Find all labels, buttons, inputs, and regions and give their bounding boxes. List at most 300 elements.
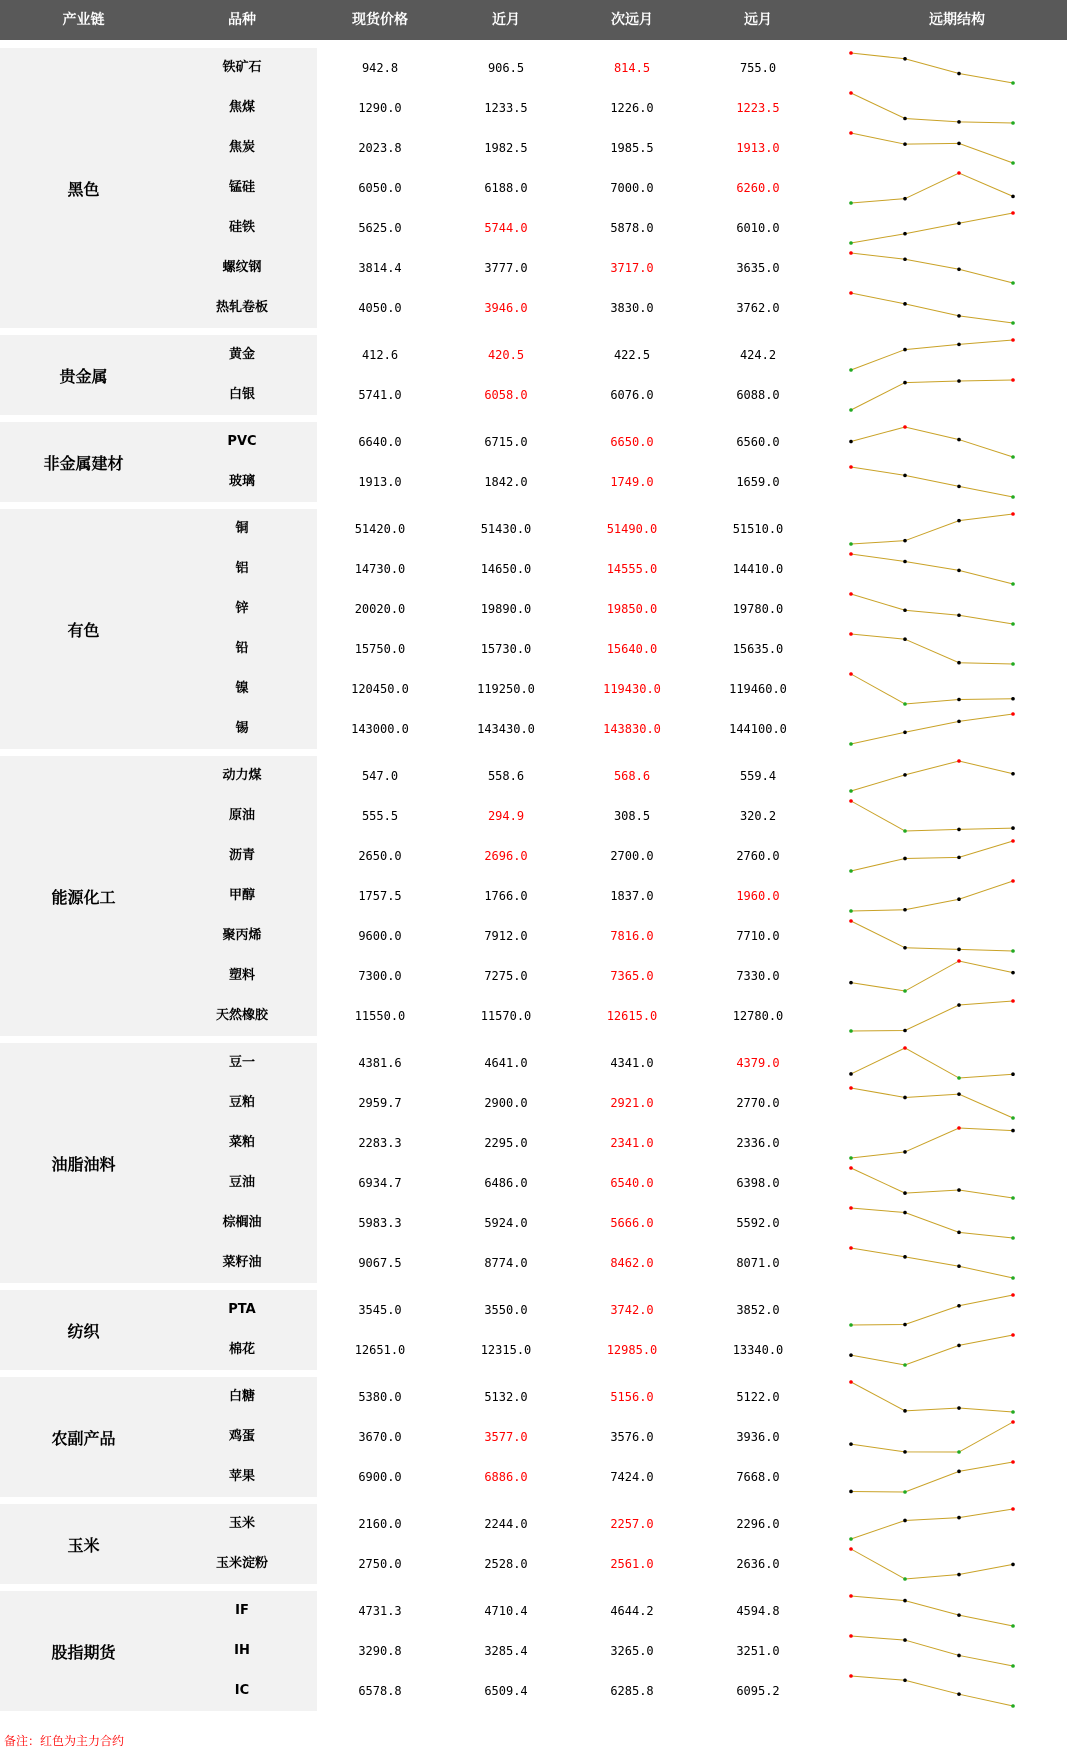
table-row [0, 1591, 1067, 1631]
sparkline-point [903, 1577, 907, 1581]
forward-structure-sparkline [847, 996, 1067, 1036]
next-far-month-price: 1749.0 [610, 475, 654, 489]
table-row [0, 288, 1067, 328]
sparkline-path [851, 841, 1013, 871]
variety-name: 动力煤 [222, 768, 262, 783]
sparkline-path [851, 340, 1013, 370]
spot-price: 5741.0 [358, 388, 402, 402]
near-month-price: 3777.0 [484, 261, 528, 275]
forward-structure-sparkline [847, 1377, 1067, 1417]
sparkline-point [1011, 662, 1015, 666]
sparkline-path [851, 961, 1013, 991]
near-month-price: 11570.0 [480, 1009, 532, 1023]
forward-structure-sparkline [847, 88, 1067, 128]
near-month-price: 906.5 [487, 61, 525, 75]
spot-price: 14730.0 [354, 562, 406, 576]
sparkline-point [957, 1470, 961, 1474]
spot-price: 4731.3 [358, 1604, 402, 1618]
sparkline-path [851, 554, 1013, 584]
group-label: 纺织 [0, 1290, 167, 1370]
sparkline-point [903, 637, 907, 641]
sparkline-point [957, 661, 961, 665]
sparkline-point [1011, 1704, 1015, 1708]
sparkline-point [903, 1638, 907, 1642]
next-far-month-price: 2921.0 [610, 1096, 654, 1110]
forward-structure-sparkline [847, 335, 1067, 375]
variety-name: 菜粕 [228, 1135, 255, 1150]
sparkline-point [957, 72, 961, 76]
forward-structure-sparkline [847, 1203, 1067, 1243]
table-row [0, 1290, 1067, 1330]
sparkline-path [851, 921, 1013, 951]
sparkline-point [957, 221, 961, 225]
next-far-month-price: 7816.0 [610, 929, 654, 943]
sparkline-point [1011, 495, 1015, 499]
variety-name: PVC [227, 434, 257, 449]
far-month-price: 1960.0 [736, 889, 780, 903]
sparkline-point [849, 1380, 853, 1384]
near-month-price: 6715.0 [484, 435, 528, 449]
spot-price: 3814.4 [358, 261, 402, 275]
sparkline-point [849, 869, 853, 873]
far-month-price: 1913.0 [736, 141, 780, 155]
near-month-price: 1842.0 [484, 475, 528, 489]
sparkline-point [849, 919, 853, 923]
far-month-price: 7330.0 [736, 969, 780, 983]
sparkline-point [903, 539, 907, 543]
variety-name: 苹果 [228, 1469, 255, 1484]
table-row [0, 1417, 1067, 1457]
variety-name: 甲醇 [228, 888, 255, 903]
sparkline-point [849, 909, 853, 913]
far-month-price: 3635.0 [736, 261, 780, 275]
sparkline-point [957, 519, 961, 523]
spot-price: 5380.0 [358, 1390, 402, 1404]
spot-price: 2283.3 [358, 1136, 402, 1150]
sparkline-point [1011, 712, 1015, 716]
sparkline-point [1011, 826, 1015, 830]
sparkline-point [849, 672, 853, 676]
forward-structure-sparkline [847, 208, 1067, 248]
forward-structure-sparkline [847, 916, 1067, 956]
far-month-price: 14410.0 [732, 562, 784, 576]
table-row [0, 462, 1067, 502]
sparkline-point [957, 897, 961, 901]
next-far-month-price: 2341.0 [610, 1136, 654, 1150]
sparkline-point [1011, 1129, 1015, 1133]
sparkline-point [849, 91, 853, 95]
next-far-month-price: 8462.0 [610, 1256, 654, 1270]
header-near-month: 近月 [492, 12, 520, 28]
sparkline-point [957, 379, 961, 383]
next-far-month-price: 3265.0 [610, 1644, 654, 1658]
near-month-price: 6509.4 [484, 1684, 528, 1698]
sparkline-point [1011, 455, 1015, 459]
next-far-month-price: 5878.0 [610, 221, 654, 235]
forward-structure-sparkline [847, 1417, 1067, 1457]
sparkline-point [849, 552, 853, 556]
sparkline-point [903, 773, 907, 777]
header-spot-price: 现货价格 [352, 12, 408, 28]
forward-structure-sparkline [847, 1631, 1067, 1671]
sparkline-point [849, 440, 853, 444]
spot-price: 6050.0 [358, 181, 402, 195]
next-far-month-price: 12985.0 [606, 1343, 658, 1357]
near-month-price: 2295.0 [484, 1136, 528, 1150]
next-far-month-price: 6540.0 [610, 1176, 654, 1190]
sparkline-point [957, 1092, 961, 1096]
variety-name: 黄金 [228, 347, 255, 362]
near-month-price: 6058.0 [484, 388, 528, 402]
table-row [0, 1330, 1067, 1370]
next-far-month-price: 2700.0 [610, 849, 654, 863]
sparkline-point [903, 829, 907, 833]
sparkline-path [851, 1636, 1013, 1666]
sparkline-point [903, 142, 907, 146]
far-month-price: 6088.0 [736, 388, 780, 402]
table-row [0, 669, 1067, 709]
table-row [0, 629, 1067, 669]
sparkline-point [957, 1654, 961, 1658]
sparkline-path [851, 1088, 1013, 1118]
spot-price: 3290.8 [358, 1644, 402, 1658]
footnote: 备注：红色为主力合约 [4, 1734, 125, 1748]
far-month-price: 2296.0 [736, 1517, 780, 1531]
sparkline-point [903, 1096, 907, 1100]
sparkline-path [851, 467, 1013, 497]
near-month-price: 119250.0 [477, 682, 535, 696]
table-row [0, 375, 1067, 415]
variety-name: 镍 [235, 681, 249, 696]
far-month-price: 2336.0 [736, 1136, 780, 1150]
sparkline-point [957, 759, 961, 763]
sparkline-point [1011, 512, 1015, 516]
forward-structure-sparkline [847, 1544, 1067, 1584]
far-month-price: 2636.0 [736, 1557, 780, 1571]
next-far-month-price: 568.6 [613, 769, 651, 783]
table-row [0, 1203, 1067, 1243]
sparkline-point [849, 291, 853, 295]
sparkline-path [851, 514, 1013, 544]
next-far-month-price: 143830.0 [603, 722, 661, 736]
sparkline-path [851, 594, 1013, 624]
sparkline-point [903, 474, 907, 478]
spot-price: 6934.7 [358, 1176, 402, 1190]
sparkline-point [903, 57, 907, 61]
table-row [0, 549, 1067, 589]
forward-structure-sparkline [847, 509, 1067, 549]
sparkline-path [851, 213, 1013, 243]
sparkline-path [851, 133, 1013, 163]
sparkline-path [851, 674, 1013, 704]
sparkline-path [851, 427, 1013, 457]
forward-structure-sparkline [847, 589, 1067, 629]
near-month-price: 143430.0 [477, 722, 535, 736]
forward-structure-sparkline [847, 629, 1067, 669]
sparkline-point [903, 946, 907, 950]
near-month-price: 2244.0 [484, 1517, 528, 1531]
far-month-price: 559.4 [739, 769, 777, 783]
forward-structure-sparkline [847, 876, 1067, 916]
near-month-price: 3550.0 [484, 1303, 528, 1317]
spot-price: 3670.0 [358, 1430, 402, 1444]
sparkline-point [1011, 338, 1015, 342]
sparkline-point [903, 1490, 907, 1494]
far-month-price: 19780.0 [732, 602, 784, 616]
sparkline-point [957, 948, 961, 952]
spot-price: 2023.8 [358, 141, 402, 155]
next-far-month-price: 2257.0 [610, 1517, 654, 1531]
sparkline-point [957, 1450, 961, 1454]
sparkline-point [957, 1076, 961, 1080]
sparkline-point [1011, 1072, 1015, 1076]
header-next-far-month: 次远月 [611, 12, 653, 28]
group-label: 股指期货 [0, 1591, 167, 1711]
sparkline-point [903, 908, 907, 912]
sparkline-point [849, 1156, 853, 1160]
sparkline-point [849, 1594, 853, 1598]
sparkline-point [903, 381, 907, 385]
sparkline-path [851, 634, 1013, 664]
table-row [0, 509, 1067, 549]
sparkline-point [1011, 1116, 1015, 1120]
near-month-price: 14650.0 [480, 562, 532, 576]
group-label: 玉米 [0, 1504, 167, 1584]
sparkline-point [903, 1029, 907, 1033]
near-month-price: 420.5 [487, 348, 525, 362]
variety-name: 螺纹钢 [222, 260, 262, 275]
forward-structure-sparkline [847, 796, 1067, 836]
sparkline-path [851, 1676, 1013, 1706]
far-month-price: 6010.0 [736, 221, 780, 235]
far-month-price: 15635.0 [732, 642, 784, 656]
next-far-month-price: 7365.0 [610, 969, 654, 983]
spot-price: 2650.0 [358, 849, 402, 863]
sparkline-point [903, 1255, 907, 1259]
sparkline-path [851, 53, 1013, 83]
sparkline-point [1011, 1236, 1015, 1240]
forward-structure-sparkline [847, 248, 1067, 288]
variety-name: 棉花 [228, 1342, 255, 1357]
header-chain: 产业链 [62, 12, 105, 28]
variety-name: 玉米淀粉 [215, 1556, 268, 1571]
next-far-month-price: 3742.0 [610, 1303, 654, 1317]
sparkline-point [1011, 321, 1015, 325]
next-far-month-price: 1985.5 [610, 141, 654, 155]
sparkline-point [903, 702, 907, 706]
variety-name: 豆一 [228, 1055, 255, 1070]
sparkline-path [851, 714, 1013, 744]
spot-price: 412.6 [361, 348, 399, 362]
spot-price: 1757.5 [358, 889, 402, 903]
near-month-price: 7275.0 [484, 969, 528, 983]
sparkline-path [851, 1422, 1013, 1452]
sparkline-point [849, 1166, 853, 1170]
sparkline-point [903, 1363, 907, 1367]
next-far-month-price: 814.5 [613, 61, 651, 75]
near-month-price: 8774.0 [484, 1256, 528, 1270]
next-far-month-price: 3830.0 [610, 301, 654, 315]
variety-name: 白银 [228, 387, 255, 402]
variety-name: 热轧卷板 [215, 300, 268, 315]
sparkline-point [903, 302, 907, 306]
sparkline-point [1011, 211, 1015, 215]
group-label: 能源化工 [0, 756, 167, 1036]
sparkline-point [849, 368, 853, 372]
spot-price: 2750.0 [358, 1557, 402, 1571]
spot-price: 51420.0 [354, 522, 406, 536]
sparkline-point [1011, 281, 1015, 285]
sparkline-point [849, 981, 853, 985]
spot-price: 15750.0 [354, 642, 406, 656]
sparkline-point [957, 1613, 961, 1617]
far-month-price: 12780.0 [732, 1009, 784, 1023]
sparkline-point [1011, 839, 1015, 843]
spot-price: 6578.8 [358, 1684, 402, 1698]
forward-structure-sparkline [847, 48, 1067, 88]
next-far-month-price: 14555.0 [606, 562, 658, 576]
variety-name: 锡 [235, 721, 249, 736]
forward-structure-sparkline [847, 1043, 1067, 1083]
group-label: 贵金属 [0, 335, 167, 415]
next-far-month-price: 15640.0 [606, 642, 658, 656]
far-month-price: 2760.0 [736, 849, 780, 863]
sparkline-point [849, 241, 853, 245]
forward-structure-sparkline [847, 836, 1067, 876]
variety-name: 玉米 [228, 1516, 255, 1531]
next-far-month-price: 1226.0 [610, 101, 654, 115]
sparkline-point [957, 613, 961, 617]
near-month-price: 2528.0 [484, 1557, 528, 1571]
sparkline-point [1011, 971, 1015, 975]
next-far-month-price: 6650.0 [610, 435, 654, 449]
sparkline-point [1011, 195, 1015, 199]
sparkline-path [851, 761, 1013, 791]
near-month-price: 294.9 [487, 809, 525, 823]
sparkline-point [849, 1634, 853, 1638]
forward-structure-sparkline [847, 1330, 1067, 1370]
sparkline-point [903, 1519, 907, 1523]
group-label: 油脂油料 [0, 1043, 167, 1283]
near-month-price: 2900.0 [484, 1096, 528, 1110]
sparkline-point [957, 485, 961, 489]
far-month-price: 7668.0 [736, 1470, 780, 1484]
sparkline-point [1011, 161, 1015, 165]
near-month-price: 1982.5 [484, 141, 528, 155]
far-month-price: 5122.0 [736, 1390, 780, 1404]
next-far-month-price: 7000.0 [610, 181, 654, 195]
sparkline-point [903, 1599, 907, 1603]
variety-name: 铅 [235, 641, 249, 656]
near-month-price: 2696.0 [484, 849, 528, 863]
far-month-price: 119460.0 [729, 682, 787, 696]
forward-structure-sparkline [847, 1591, 1067, 1631]
variety-name: 棕榈油 [222, 1215, 262, 1230]
sparkline-point [957, 1231, 961, 1235]
near-month-price: 4641.0 [484, 1056, 528, 1070]
forward-structure-sparkline [847, 709, 1067, 749]
sparkline-point [849, 799, 853, 803]
variety-name: 聚丙烯 [222, 928, 262, 943]
table-row [0, 956, 1067, 996]
sparkline-point [957, 959, 961, 963]
sparkline-point [957, 1264, 961, 1268]
sparkline-point [903, 1191, 907, 1195]
far-month-price: 3936.0 [736, 1430, 780, 1444]
sparkline-path [851, 1128, 1013, 1158]
near-month-price: 15730.0 [480, 642, 532, 656]
far-month-price: 7710.0 [736, 929, 780, 943]
far-month-price: 144100.0 [729, 722, 787, 736]
sparkline-point [957, 314, 961, 318]
sparkline-point [849, 51, 853, 55]
sparkline-point [849, 1086, 853, 1090]
variety-name: 白糖 [228, 1389, 255, 1404]
next-far-month-price: 3717.0 [610, 261, 654, 275]
far-month-price: 13340.0 [732, 1343, 784, 1357]
near-month-price: 6886.0 [484, 1470, 528, 1484]
sparkline-point [1011, 1333, 1015, 1337]
sparkline-point [849, 1442, 853, 1446]
sparkline-path [851, 1596, 1013, 1626]
sparkline-point [903, 1211, 907, 1215]
far-month-price: 3852.0 [736, 1303, 780, 1317]
sparkline-path [851, 1001, 1013, 1031]
spot-price: 3545.0 [358, 1303, 402, 1317]
next-far-month-price: 6285.8 [610, 1684, 654, 1698]
next-far-month-price: 4644.2 [610, 1604, 654, 1618]
sparkline-point [903, 1046, 907, 1050]
sparkline-path [851, 1382, 1013, 1412]
sparkline-path [851, 253, 1013, 283]
variety-name: 铁矿石 [222, 60, 262, 75]
spot-price: 2959.7 [358, 1096, 402, 1110]
next-far-month-price: 6076.0 [610, 388, 654, 402]
far-month-price: 3251.0 [736, 1644, 780, 1658]
table-row [0, 208, 1067, 248]
next-far-month-price: 119430.0 [603, 682, 661, 696]
near-month-price: 7912.0 [484, 929, 528, 943]
sparkline-point [849, 131, 853, 135]
forward-structure-sparkline [847, 1671, 1067, 1711]
forward-structure-sparkline [847, 956, 1067, 996]
spot-price: 1913.0 [358, 475, 402, 489]
next-far-month-price: 308.5 [613, 809, 651, 823]
table-row [0, 1243, 1067, 1283]
sparkline-point [1011, 1624, 1015, 1628]
forward-structure-sparkline [847, 1163, 1067, 1203]
table-row [0, 1631, 1067, 1671]
near-month-price: 5132.0 [484, 1390, 528, 1404]
sparkline-point [903, 1323, 907, 1327]
sparkline-point [1011, 697, 1015, 701]
table-row [0, 1083, 1067, 1123]
far-month-price: 4379.0 [736, 1056, 780, 1070]
table-row [0, 916, 1067, 956]
sparkline-point [903, 425, 907, 429]
far-month-price: 6095.2 [736, 1684, 780, 1698]
spot-price: 12651.0 [354, 1343, 406, 1357]
table-row [0, 996, 1067, 1036]
sparkline-point [849, 1674, 853, 1678]
spot-price: 9600.0 [358, 929, 402, 943]
variety-name: 铝 [235, 561, 249, 576]
sparkline-point [1011, 879, 1015, 883]
table-row [0, 128, 1067, 168]
sparkline-point [849, 1246, 853, 1250]
forward-structure-sparkline [847, 1290, 1067, 1330]
sparkline-point [903, 1679, 907, 1683]
